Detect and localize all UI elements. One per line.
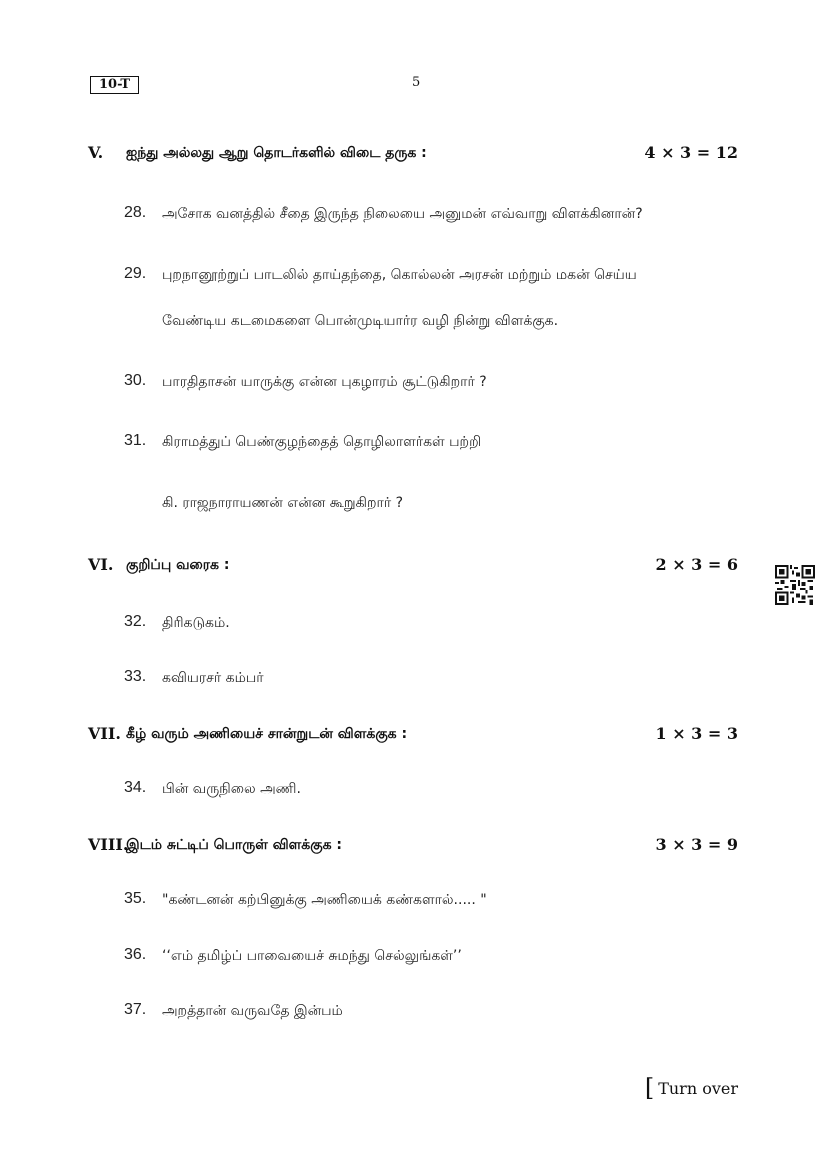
question-text-continued: வேண்டிய கடமைகளை பொன்முடியார்ர வழி நின்று விளக்குக. xyxy=(162,313,559,329)
question-number: 30. xyxy=(124,372,147,389)
section-marks: 3 × 3 = 9 xyxy=(655,835,738,854)
section-number: VII. xyxy=(88,724,121,743)
question-text: பாரதிதாசன் யாருக்கு என்ன புகழாரம் சூட்டுகிறார் ? xyxy=(162,374,487,390)
question-text: அறத்தான் வருவதே இன்பம் xyxy=(162,1003,343,1019)
question-text: கவியரசர் கம்பர் xyxy=(162,670,264,686)
question-number: 28. xyxy=(124,204,147,221)
turn-over-text: Turn over xyxy=(658,1078,738,1098)
question-text: ‘‘எம் தமிழ்ப் பாவையைச் சுமந்து செல்லுங்கள்’’ xyxy=(162,948,462,964)
section-number: VIII. xyxy=(88,835,129,854)
question-text-continued: கி. ராஜநாராயணன் என்ன கூறுகிறார் ? xyxy=(162,495,404,511)
question-text: திரிகடுகம். xyxy=(162,615,230,631)
question-number: 29. xyxy=(124,265,147,282)
question-text: பின் வருநிலை அணி. xyxy=(162,781,301,797)
question-number: 36. xyxy=(124,946,147,963)
question-number: 37. xyxy=(124,1001,147,1018)
question-number: 33. xyxy=(124,668,147,685)
question-text: கிராமத்துப் பெண்குழந்தைத் தொழிலாளர்கள் பற்றி xyxy=(162,434,482,450)
section-marks: 1 × 3 = 3 xyxy=(655,724,738,743)
question-number: 32. xyxy=(124,613,147,630)
question-number: 34. xyxy=(124,779,147,796)
section-marks: 2 × 3 = 6 xyxy=(655,555,738,574)
question-number: 35. xyxy=(124,890,147,907)
section-marks: 4 × 3 = 12 xyxy=(644,143,738,162)
qr-code-image xyxy=(775,565,815,605)
section-title: குறிப்பு வரைக : xyxy=(126,557,230,573)
section-title: ஐந்து அல்லது ஆறு தொடர்களில் விடை தருக : xyxy=(126,145,427,161)
turn-over-note xyxy=(644,1074,738,1102)
bracket-glyph: [ xyxy=(644,1074,655,1102)
section-number: V. xyxy=(88,143,104,162)
section-title: இடம் சுட்டிப் பொருள் விளக்குக : xyxy=(126,837,343,853)
paper-code: 10-T xyxy=(90,76,139,94)
question-text: அசோக வனத்தில் சீதை இருந்த நிலையை அனுமன் எவ்வாறு விளக்கினான்? xyxy=(162,206,643,222)
section-number: VI. xyxy=(88,555,114,574)
question-number: 31. xyxy=(124,432,147,449)
question-text: புறநானூற்றுப் பாடலில் தாய்தந்தை, கொல்லன் அரசன் மற்றும் மகன் செய்ய xyxy=(162,267,637,283)
page-number: 5 xyxy=(412,75,421,90)
section-title: கீழ் வரும் அணியைச் சான்றுடன் விளக்குக : xyxy=(126,726,408,742)
question-text: "கண்டனன் கற்பினுக்கு அணியைக் கண்களால்..... " xyxy=(162,892,487,908)
